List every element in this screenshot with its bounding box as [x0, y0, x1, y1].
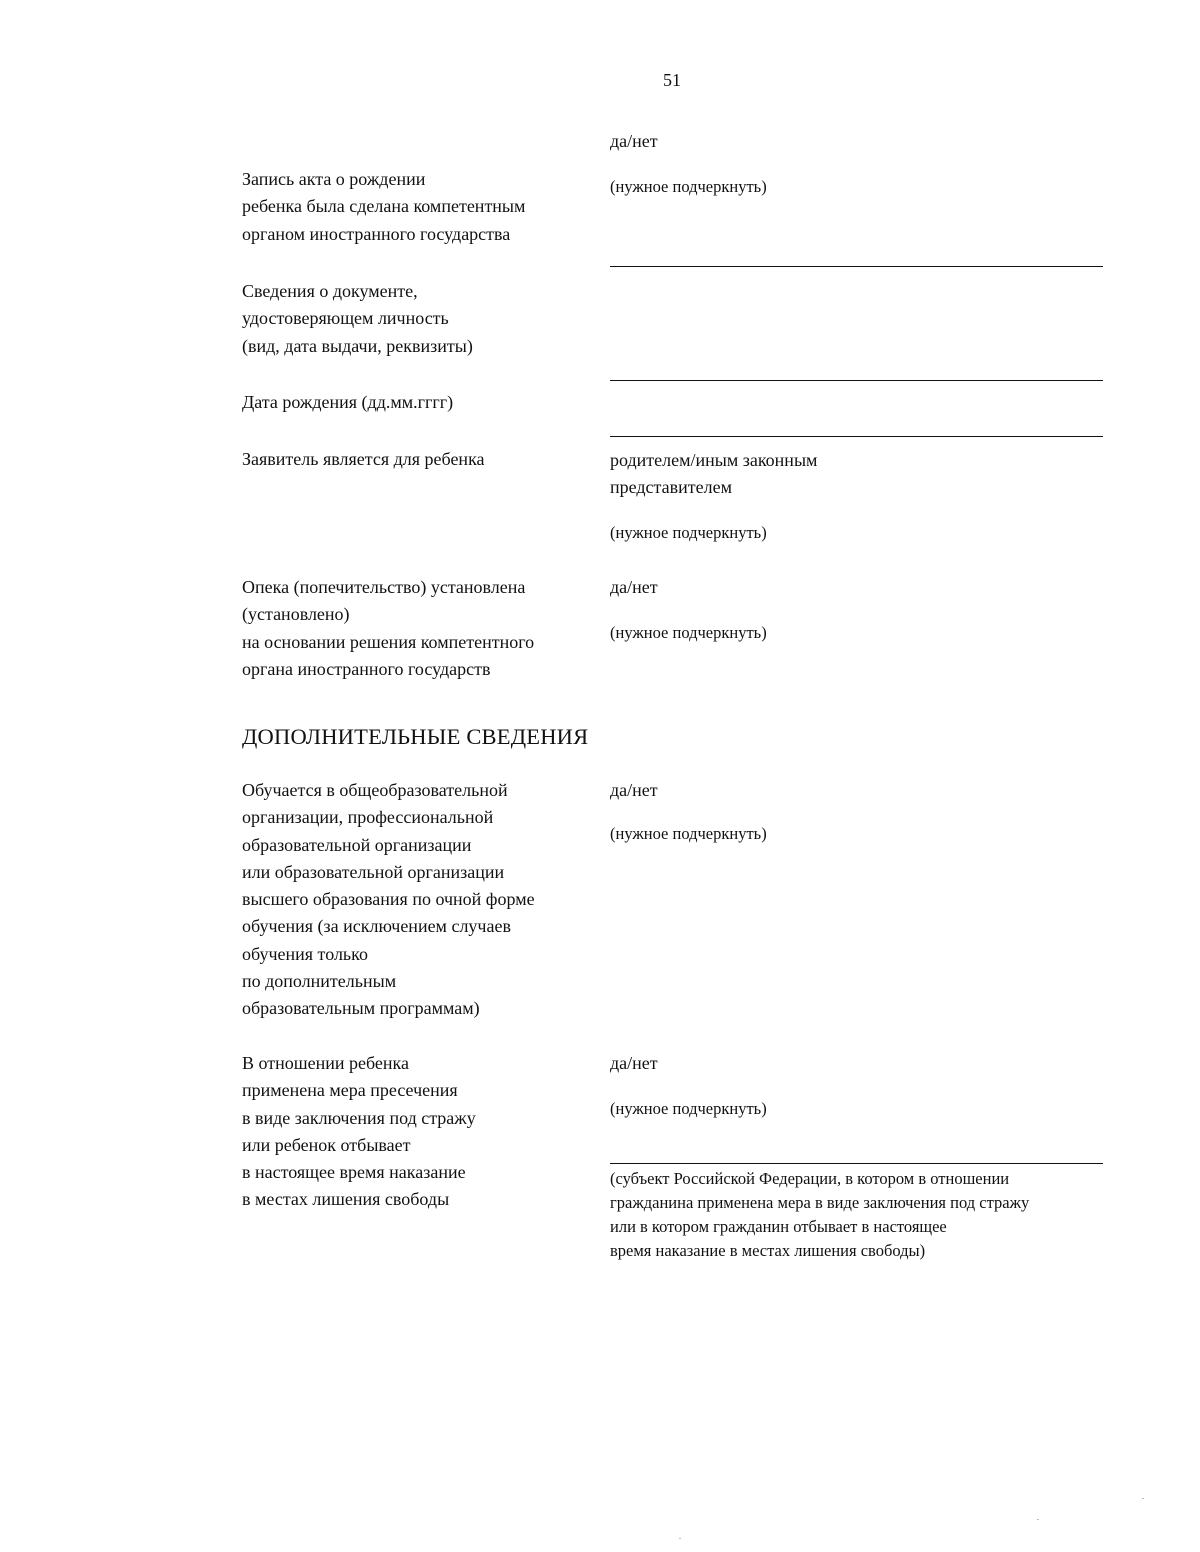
- hint-underline: (нужное подчеркнуть): [610, 1099, 767, 1118]
- label-birth-date: Дата рождения (дд.мм.гггг): [242, 392, 454, 412]
- hint-underline: (нужное подчеркнуть): [610, 523, 767, 542]
- label-line: в виде заключения под стражу: [242, 1107, 476, 1128]
- label-line: обучения только: [242, 943, 368, 964]
- label-line: органом иностранного государства: [242, 223, 511, 244]
- fill-line[interactable]: [610, 1163, 1103, 1164]
- fill-line[interactable]: [610, 266, 1103, 267]
- label-custody: [242, 1050, 476, 1214]
- hint-underline: (нужное подчеркнуть): [610, 177, 767, 196]
- label-line: применена мера пресечения: [242, 1080, 458, 1101]
- label-line: Опека (попечительство) установлена: [242, 577, 526, 597]
- note-line: (субъект Российской Федерации, в котором в отношении: [610, 1169, 1010, 1188]
- label-line: удостоверяющем личность: [242, 308, 449, 329]
- note-line: или в котором гражданин отбывает в настоящее: [610, 1217, 947, 1236]
- label-guardianship: [242, 574, 534, 683]
- label-line: Обучается в общеобразовательной: [242, 780, 508, 800]
- label-line: В отношении ребенка: [242, 1053, 410, 1073]
- label-identity-document: [242, 278, 473, 360]
- label-line: образовательной организации: [242, 834, 472, 855]
- value-yes-no: да/нет: [610, 1053, 658, 1073]
- scan-speck: [1142, 1498, 1144, 1499]
- label-line: или ребенок отбывает: [242, 1134, 411, 1155]
- page-number: 51: [663, 70, 681, 90]
- label-line: организации, профессиональной: [242, 807, 494, 828]
- label-line: ребенка была сделана компетентным: [242, 196, 526, 217]
- label-line: (вид, дата выдачи, реквизиты): [242, 335, 473, 356]
- label-line: на основании решения компетентного: [242, 631, 535, 652]
- scan-speck: [1037, 1519, 1039, 1520]
- label-line: высшего образования по очной форме: [242, 889, 535, 910]
- note-line: гражданина применена мера в виде заключения под стражу: [610, 1193, 1030, 1212]
- label-birth-record: [242, 166, 525, 248]
- value-yes-no: да/нет: [610, 780, 658, 800]
- label-line: или образовательной организации: [242, 861, 505, 882]
- label-line: Запись акта о рождении: [242, 169, 426, 189]
- label-education: [242, 777, 535, 1023]
- label-line: органа иностранного государств: [242, 658, 491, 679]
- value-yes-no: да/нет: [610, 577, 658, 597]
- note-region: [610, 1167, 1029, 1263]
- label-line: (установлено): [242, 604, 350, 625]
- value-line: представителем: [610, 477, 732, 498]
- section-heading: ДОПОЛНИТЕЛЬНЫЕ СВЕДЕНИЯ: [242, 724, 589, 749]
- value-yes-no: да/нет: [610, 131, 658, 151]
- fill-line[interactable]: [610, 380, 1103, 381]
- hint-underline: (нужное подчеркнуть): [610, 623, 767, 642]
- label-line: обучения (за исключением случаев: [242, 916, 511, 937]
- scan-speck: [679, 1538, 681, 1539]
- label-line: в местах лишения свободы: [242, 1189, 450, 1210]
- value-line: родителем/иным законным: [610, 450, 818, 470]
- label-applicant-relation: Заявитель является для ребенка: [242, 449, 485, 469]
- label-line: Сведения о документе,: [242, 281, 418, 301]
- note-line: время наказание в местах лишения свободы): [610, 1241, 926, 1260]
- label-line: по дополнительным: [242, 971, 397, 992]
- fill-line[interactable]: [610, 436, 1103, 437]
- hint-underline: (нужное подчеркнуть): [610, 824, 767, 843]
- label-line: в настоящее время наказание: [242, 1162, 466, 1183]
- label-line: образовательным программам): [242, 998, 480, 1019]
- value-parent-representative: [610, 447, 817, 502]
